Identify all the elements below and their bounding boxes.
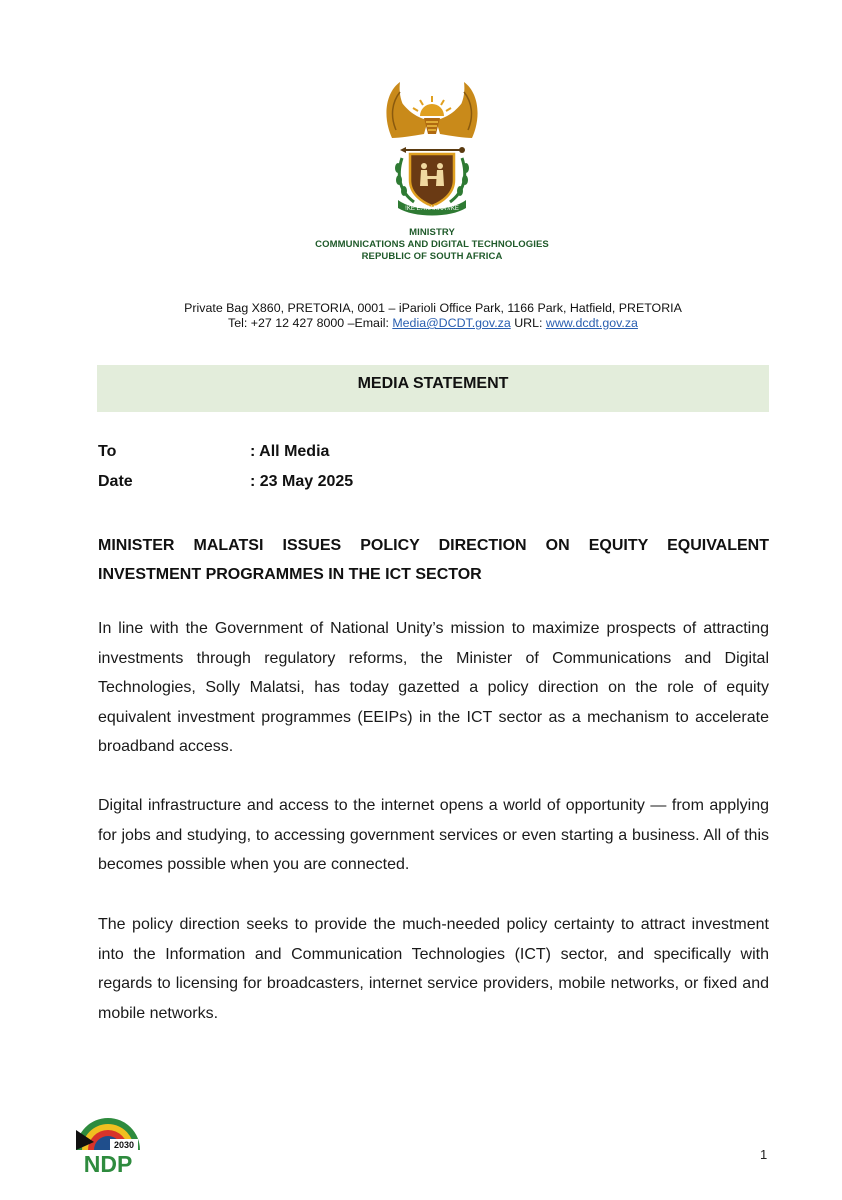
- url-label: URL:: [510, 316, 546, 330]
- ministry-title-block: [0, 227, 842, 263]
- recipient-label: To: [98, 443, 117, 460]
- page-number: 1: [760, 1147, 768, 1162]
- date-label: Date: [98, 473, 133, 490]
- recipient-value: : All Media: [250, 443, 330, 460]
- south-africa-coat-of-arms-icon: [378, 76, 486, 216]
- website-link[interactable]: www.dcdt.gov.za: [545, 316, 638, 330]
- body-paragraph-1: In line with the Government of National Unity’s mission to maximize prospects of attracting investments through regulatory reforms, the Minister of Communications and Digital Technologies, Solly Malatsi, has today gazetted a policy direction on the role of equity equivalent investment programmes (EEIPs) in the ICT sector as a mechanism to accelerate broadband access.: [98, 620, 769, 755]
- statement-headline: MINISTER MALATSI ISSUES POLICY DIRECTION ON EQUITY EQUIVALENT INVESTMENT PROGRAMMES IN THE ICT SECTOR: [98, 537, 769, 583]
- contact-line: [0, 316, 842, 331]
- svg-text:NDP: NDP: [83, 1151, 133, 1174]
- postal-address: Private Bag X860, PRETORIA, 0001 – iParioli Office Park, 1166 Park, Hatfield, PRETORIA: [184, 301, 682, 315]
- telephone-text: Tel: +27 12 427 8000 –Email:: [228, 316, 393, 330]
- ministry-line-2: COMMUNICATIONS AND DIGITAL TECHNOLOGIES: [315, 239, 549, 250]
- ministry-line-3: REPUBLIC OF SOUTH AFRICA: [361, 251, 503, 262]
- media-statement-banner: [97, 365, 769, 412]
- body-paragraph-3: The policy direction seeks to provide the much-needed policy certainty to attract investment into the Information and Communication Technologies (ICT) sector, and specifically with regards to licensing for broadcasters, internet service providers, mobile networks, or fixed and mobile networks.: [98, 916, 769, 1022]
- svg-text:2030: 2030: [113, 1140, 135, 1150]
- body-paragraph-2: Digital infrastructure and access to the internet opens a world of opportunity — from applying for jobs and studying, to accessing government services or even starting a business. All of this becomes possible when you are connected.: [98, 797, 769, 873]
- svg-text:!KE E: /XARRA //KE: !KE E: /XARRA //KE: [405, 206, 459, 212]
- date-value: : 23 May 2025: [250, 473, 354, 490]
- ministry-line-1: MINISTRY: [409, 227, 455, 238]
- banner-title: MEDIA STATEMENT: [357, 375, 509, 392]
- address-block: [0, 301, 842, 331]
- ndp-2030-logo-icon: [72, 1110, 144, 1174]
- email-link[interactable]: Media@DCDT.gov.za: [392, 316, 511, 330]
